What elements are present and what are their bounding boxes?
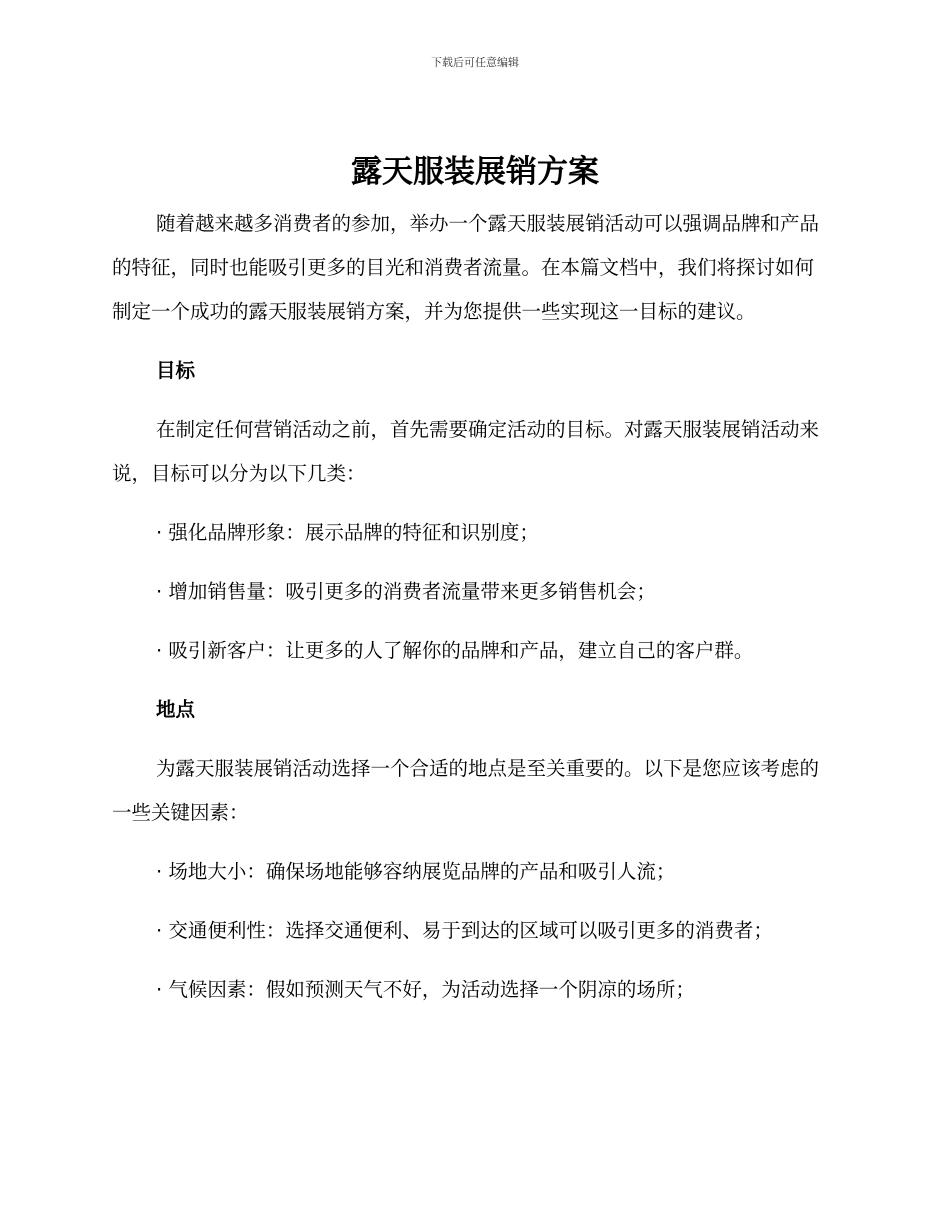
location-item: · 气候因素：假如预测天气不好，为活动选择一个阴凉的场所； [156,978,695,1001]
goal-item: · 吸引新客户：让更多的人了解你的品牌和产品，建立自己的客户群。 [156,639,754,662]
section-heading-goals: 目标 [156,359,196,382]
location-intro-paragraph: 为露天服装展销活动选择一个合适的地点是至关重要的。以下是您应该考虑的一些关键因素： [112,757,820,824]
document-body [112,202,830,1012]
header-note: 下载后可任意编辑 [431,56,519,69]
location-item: · 交通便利性：选择交通便利、易于到达的区域可以吸引更多的消费者； [156,919,773,942]
intro-paragraph: 随着越来越多消费者的参加，举办一个露天服装展销活动可以强调品牌和产品的特征，同时也能吸引更多的目光和消费者流量。在本篇文档中，我们将探讨如何制定一个成功的露天服装展销方案，并为您提供一些实现这一目标的建议。 [112,212,820,323]
location-item: · 场地大小：确保场地能够容纳展览品牌的产品和吸引人流； [156,860,676,883]
section-heading-location: 地点 [156,698,196,721]
goal-item: · 强化品牌形象：展示品牌的特征和识别度； [156,521,539,544]
goals-intro-paragraph: 在制定任何营销活动之前，首先需要确定活动的目标。对露天服装展销活动来说，目标可以分为以下几类： [112,418,820,485]
document-title: 露天服装展销方案 [351,154,599,190]
goal-item: · 增加销售量：吸引更多的消费者流量带来更多销售机会； [156,580,656,603]
